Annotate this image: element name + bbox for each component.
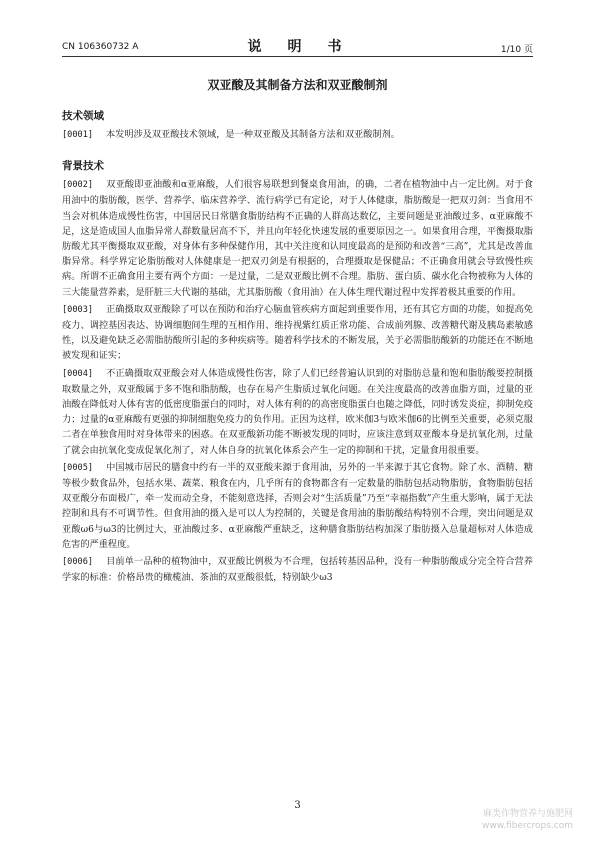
paragraph-number: [0001] <box>62 130 94 140</box>
paragraph-text: 本发明涉及双亚酸技术领域，是一种双亚酸及其制备方法和双亚酸制剂。 <box>106 129 400 140</box>
site-watermark <box>482 808 573 832</box>
section-heading-background: 背景技术 <box>62 160 104 173</box>
watermark-url: www.fibercrops.com <box>482 821 573 831</box>
watermark-name: 麻类作物营养与施肥网 <box>482 809 573 819</box>
document-type: 说 明 书 <box>247 39 348 55</box>
paragraph-number: [0006] <box>62 557 94 568</box>
paragraph-number: [0002] <box>62 180 94 191</box>
paragraph <box>62 554 533 585</box>
paragraph-text: 不正确摄取双亚酸会对人体造成慢性伤害，除了人们已经普遍认识到的对脂肪总量和饱和脂肪酸要控制摄取数量之外，双亚酸属于多不饱和脂肪酸，也存在易产生脂质过氧化问题。在关注度最高的改善血脂方面，过量的亚油酸在降低对人体有害的低密度脂蛋白的同时，对人体有利的的高密度脂蛋白也随之降低，同时诱发炎症，抑制免疫力；过量的α亚麻酸有更强的抑制细胞免疫力的负作用。正因为这样，欧米伽3与欧米伽6的比例至关重要，必须克服二者在单独食用时对身体带来的困惑。在双亚酸新功能不断被发现的同时，应该注意到双亚酸本身是抗氧化剂，过量了就会由抗氧化变成促氧化剂了，对人体自身的抗氧化体系会产生一定的抑制和干扰，定量食用很重要。 <box>62 367 533 456</box>
paragraph-number: [0003] <box>62 304 94 315</box>
patent-number: CN 106360732 A <box>62 42 139 52</box>
document-title: 双亚酸及其制备方法和双亚酸制剂 <box>207 78 388 92</box>
paragraph <box>62 302 533 364</box>
paragraph <box>62 460 533 552</box>
paragraph-text: 双亚酸即亚油酸和α亚麻酸，人们很容易联想到餐桌食用油，的确，二者在植物油中占一定比例。对于食用油中的脂肪酸，医学、营养学、临床营养学、流行病学已有定论，对于人体健康，脂肪酸是一把双刃剑：当食用不当会对机体造成慢性伤害，中国居民日常膳食脂肪结构不正确的人群高达数亿，主要问题是亚油酸过多、α亚麻酸不足，这是造成国人血脂异常人群数量居高不下，并且向年轻化快速发展的重要原因之一。如果食用合理，平衡摄取脂肪酸尤其平衡摄取双亚酸，对身体有多种保健作用，其中关注度和认同度最高的是预防和改善“三高”，尤其是改善血脂异常。科学界定论脂肪酸对人体健康是一把双刃剑是有根据的，合理摄取是保健品；不正确食用就会导致慢性疾病。所谓不正确食用主要有两个方面：一是过量，二是双亚酸比例不合理。脂肪、蛋白质、碳水化合物被称为人体的三大能量营养素，是肝脏三大代谢的基础，尤其脂肪酸（食用油）在人体生理代谢过程中发挥着极其重要的作用。 <box>62 179 533 298</box>
paragraph-text: 中国城市居民的膳食中约有一半的双亚酸来源于食用油，另外的一半来源于其它食物。除了水、酒精、糖等极少数食品外，包括水果、蔬菜、粮食在内，几乎所有的食物都含有一定数量的脂肪包括动物脂肪，食物脂肪包括双亚酸分布面极广，牵一发而动全身，不能刻意选择，否则会对“生活质量”乃至“幸福指数”产生重大影响，属于无法控制和具有不可调节性。但食用油的摄入是可以人为控制的，关键是食用油的脂肪酸结构特别不合理，突出问题是双亚酸ω6与ω3的比例过大，亚油酸过多、α亚麻酸严重缺乏，这种膳食脂肪结构加深了脂肪摄入总量超标对人体造成危害的严重程度。 <box>62 461 533 550</box>
paragraph-number: [0005] <box>62 462 94 473</box>
page-header <box>62 34 533 57</box>
paragraph <box>62 127 533 143</box>
paragraph <box>62 177 533 300</box>
paragraph-text: 目前单一品种的植物油中，双亚酸比例极为不合理，包括转基因品种，没有一种脂肪酸成分完全符合营养学家的标准：价格昂贵的橄榄油、茶油的双亚酸很低，特别缺少ω3 <box>62 556 533 584</box>
section-heading-technical-field: 技术领域 <box>62 110 104 122</box>
page-counter: 1/10 页 <box>500 45 533 55</box>
paragraph-number: [0004] <box>62 368 94 379</box>
document-body <box>62 109 533 587</box>
page-number: 3 <box>294 800 301 811</box>
paragraph-text: 正确摄取双亚酸除了可以在预防和治疗心脑血管疾病方面起到重要作用，还有其它方面的功能，如提高免疫力、调控基因表达、协调细胞间生理的互相作用、维持视紫红质正常功能、合成前列腺、改善糖代谢及胰岛素敏感性，以及避免缺乏必需脂肪酸所引起的多种疾病等。随着科学技术的不断发展，关于必需脂肪酸新的功能还在不断地被发现和证实； <box>62 303 533 362</box>
paragraph <box>62 366 533 458</box>
